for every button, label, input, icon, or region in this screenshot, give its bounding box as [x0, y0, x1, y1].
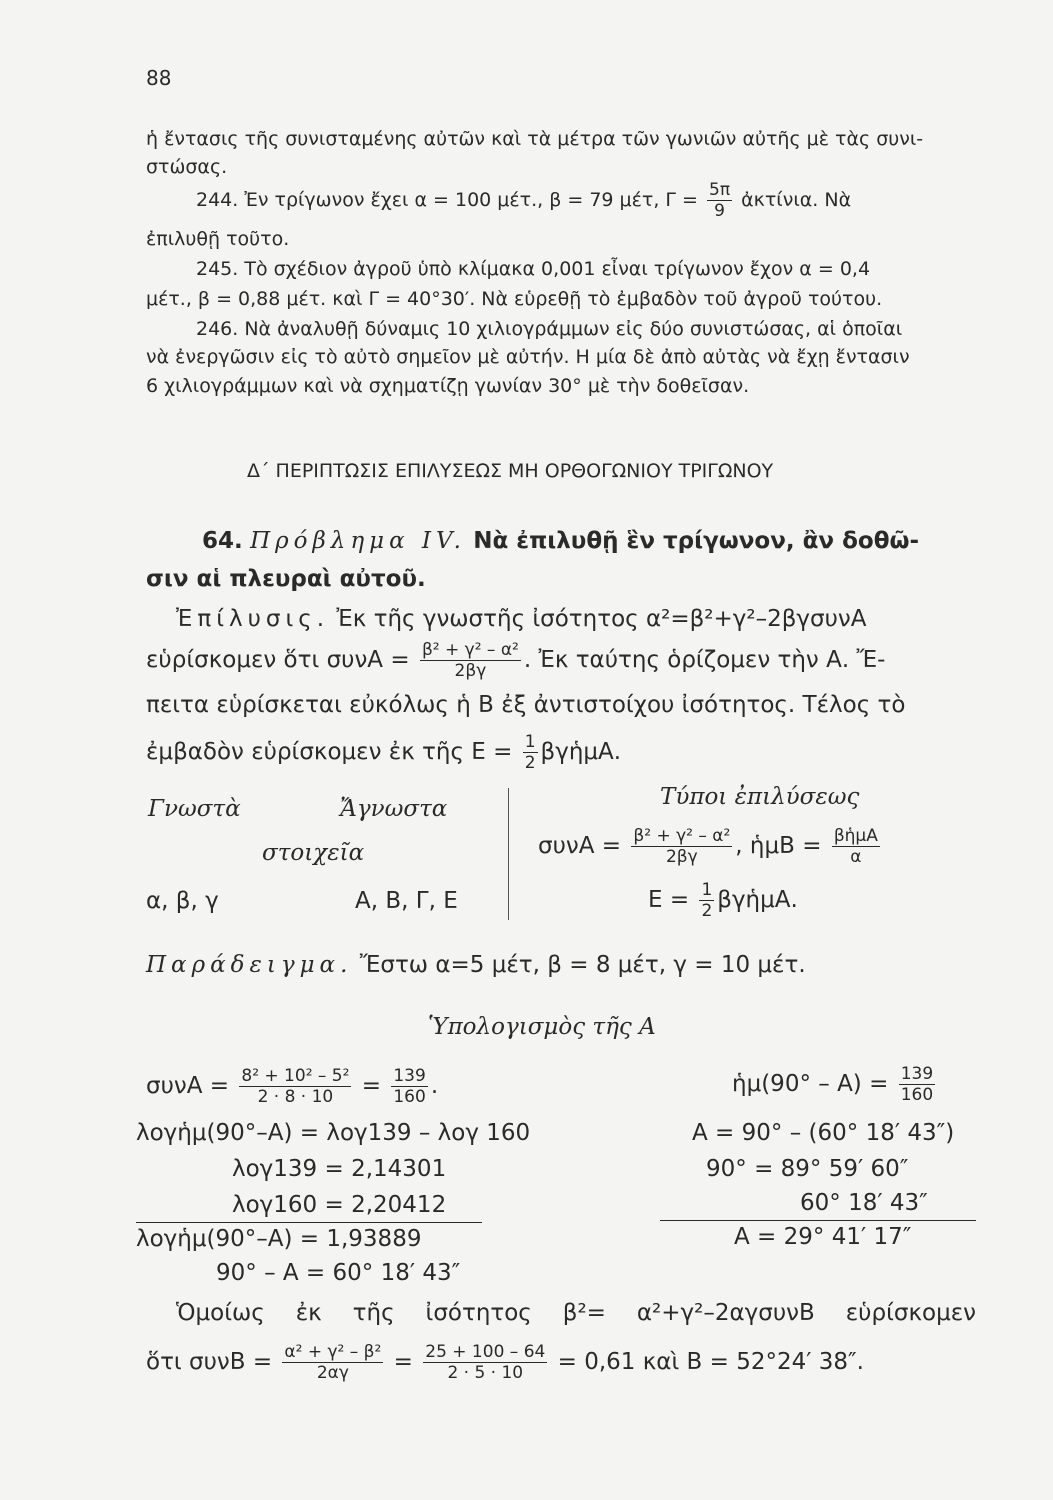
fraction-numerator: 8² + 10² – 5²: [241, 1066, 350, 1086]
solution-line-2-post: . Ἐκ ταύτης ὁρίζομεν τὴν Α. Ἔ-: [523, 647, 886, 673]
sin-calculation: [732, 1064, 938, 1105]
formulas-header: Τύποι ἐπιλύσεως: [660, 784, 860, 810]
exercise-244-line-2: ἐπιλυθῇ τοῦτο.: [146, 228, 290, 250]
final-fraction-2: [423, 1342, 547, 1383]
fraction-numerator: β² + γ² – α²: [421, 640, 519, 660]
formula-2-pre: , ἡμΒ =: [735, 833, 822, 859]
log-row-3: λογ160 = 2,20412: [232, 1192, 447, 1218]
formula-3: [648, 880, 798, 921]
problem-title-line-1: [202, 528, 919, 554]
solution-line-4: [146, 732, 621, 773]
fraction-denominator: 2 · 5 · 10: [447, 1363, 524, 1383]
fraction-numerator: 139: [900, 1064, 934, 1084]
formula-3-pre: Ε =: [648, 887, 690, 913]
formula-2-fraction: [832, 826, 880, 867]
known-header: Γνωστὰ: [148, 796, 241, 822]
formula-3-post: βγἡμΑ.: [717, 887, 798, 913]
solution-line-3: πειτα εὑρίσκεται εὐκόλως ἡ Β ἐξ ἀντιστοίχου ἰσότητος. Τέλος τὸ: [146, 692, 906, 718]
cos-a-fraction: [420, 640, 521, 681]
exercise-244-fraction: [707, 180, 732, 221]
example-text: Ἔστω α=5 μέτ, β = 8 μέτ, γ = 10 μέτ.: [359, 952, 806, 978]
exercise-246-line-1: 246. Νὰ ἀναλυθῇ δύναμις 10 χιλιογράμμων εἰς δύο συνιστώσας, αἱ ὁποῖαι: [196, 318, 903, 340]
log-sum-rule: [136, 1222, 482, 1223]
unknown-header: Ἄγνωστα: [340, 796, 448, 822]
fraction-denominator: 2βγ: [454, 661, 487, 681]
fraction-numerator: 1: [524, 732, 536, 752]
fraction-numerator: βἡμΑ: [833, 826, 878, 846]
fraction-numerator: 5π: [709, 180, 731, 200]
formula-1: [538, 826, 883, 867]
final-fraction-1: [282, 1342, 383, 1383]
angle-row-4: Α = 29° 41′ 17″: [734, 1224, 912, 1250]
exercise-244: [196, 180, 851, 221]
solution-line-4-post: βγἡμΑ.: [540, 739, 622, 765]
sin-pre: ἡμ(90° – Α) =: [732, 1071, 889, 1097]
final-calculation: [146, 1342, 864, 1383]
solution-label: Ἐπίλυσις.: [176, 606, 330, 632]
elements-label: στοιχεῖα: [262, 840, 365, 866]
half-fraction: [523, 732, 538, 773]
fraction-denominator: 2βγ: [665, 847, 698, 867]
problem-title-1: Νὰ ἐπιλυθῇ ἓν τρίγωνον, ἂν δοθῶ-: [473, 528, 920, 554]
exercise-244-tail: ἀκτίνια. Νὰ: [741, 189, 852, 211]
fraction-denominator: 160: [900, 1085, 934, 1105]
calc-heading: Ὑπολογισμὸς τῆς Α: [428, 1014, 656, 1040]
exercise-244-text: 244. Ἐν τρίγωνον ἔχει α = 100 μέτ., β = 79 μέτ, Γ =: [196, 189, 698, 211]
fraction-denominator: 160: [393, 1087, 426, 1107]
exercise-246-line-2: νὰ ἐνεργῶσιν εἰς τὸ αὐτὸ σημεῖον μὲ αὐτήν. Η μία δὲ ἀπὸ αὐτὰς νὰ ἔχῃ ἔντασιν: [146, 346, 910, 368]
unknown-values: Α, Β, Γ, Ε: [355, 888, 458, 914]
log-row-4: λογἡμ(90°–Α) = 1,93889: [136, 1226, 422, 1252]
solution-line-1: [176, 606, 867, 632]
solution-line-2: [146, 640, 885, 681]
example-label: Παράδειγμα.: [146, 952, 353, 978]
solution-line-4-pre: ἐμβαδὸν εὑρίσκομεν ἐκ τῆς Ε =: [146, 739, 513, 765]
fraction-denominator: 2 · 8 · 10: [257, 1087, 334, 1107]
formula-1-fraction: [631, 826, 732, 867]
angle-sum-rule: [660, 1220, 976, 1221]
final-post: = 0,61 καὶ Β = 52°24′ 38″.: [557, 1349, 864, 1375]
log-row-2: λογ139 = 2,14301: [232, 1156, 447, 1182]
cos-a-result-fraction: [391, 1066, 427, 1107]
solution-text-1: Ἐκ τῆς γνωστῆς ἰσότητος α²=β²+γ²–2βγσυνΑ: [336, 606, 867, 632]
angle-row-2: 90° = 89° 59′ 60″: [706, 1156, 909, 1182]
fraction-denominator: 9: [714, 201, 725, 221]
formula-3-fraction: [699, 880, 714, 921]
example-line: [146, 952, 806, 978]
final-pre: ὅτι συνΒ =: [146, 1349, 273, 1375]
period: .: [430, 1073, 439, 1099]
cos-a-calc-fraction: [239, 1066, 351, 1107]
fraction-denominator: 2: [524, 753, 536, 773]
page-number: 88: [146, 66, 172, 90]
fraction-numerator: α² + γ² – β²: [284, 1342, 382, 1362]
log-row-5: 90° – Α = 60° 18′ 43″: [216, 1260, 461, 1286]
problem-number: 64.: [202, 528, 243, 554]
formula-1-pre: συνΑ =: [538, 833, 622, 859]
exercise-245-line-1: 245. Τὸ σχέδιον ἀγροῦ ὑπὸ κλίμακα 0,001 εἶναι τρίγωνον ἔχον α = 0,4: [196, 258, 871, 280]
similarly-line: Ὁμοίως ἐκ τῆς ἰσότητος β²= α²+γ²–2αγσυνΒ εὑρίσκομεν: [176, 1300, 976, 1326]
fraction-numerator: β² + γ² – α²: [633, 826, 731, 846]
solution-line-2-pre: εὑρίσκομεν ὅτι συνΑ =: [146, 647, 410, 673]
angle-row-1: Α = 90° – (60° 18′ 43″): [692, 1120, 955, 1146]
cos-a-calculation: [146, 1066, 438, 1107]
problem-title-2: σιν αἱ πλευραὶ αὐτοῦ.: [146, 566, 426, 592]
problem-label: Πρόβλημα IV.: [250, 528, 466, 554]
fraction-denominator: 2: [701, 901, 713, 921]
fraction-numerator: 25 + 100 – 64: [425, 1342, 546, 1362]
cos-a-pre: συνΑ =: [146, 1073, 230, 1099]
known-values: α, β, γ: [146, 888, 219, 914]
fraction-denominator: α: [850, 847, 862, 867]
exercise-245-line-2: μέτ., β = 0,88 μέτ. καὶ Γ = 40°30′. Νὰ εὑρεθῇ τὸ ἐμβαδὸν τοῦ ἀγροῦ τούτου.: [146, 288, 883, 310]
angle-row-3: 60° 18′ 43″: [800, 1190, 928, 1216]
equals-sign: =: [361, 1073, 382, 1099]
fraction-numerator: 139: [393, 1066, 426, 1086]
equals-sign: =: [393, 1349, 413, 1375]
table-divider: [508, 788, 509, 920]
sin-fraction: [899, 1064, 935, 1105]
intro-line-2: στώσας.: [146, 156, 228, 178]
fraction-denominator: 2αγ: [316, 1363, 349, 1383]
exercise-246-line-3: 6 χιλιογράμμων καὶ νὰ σχηματίζῃ γωνίαν 30° μὲ τὴν δοθεῖσαν.: [146, 375, 750, 397]
intro-line-1: ἡ ἔντασις τῆς συνισταμένης αὐτῶν καὶ τὰ μέτρα τῶν γωνιῶν αὐτῆς μὲ τὰς συνι-: [146, 128, 924, 150]
section-heading: Δ΄ ΠΕΡΙΠΤΩΣΙΣ ΕΠΙΛΥΣΕΩΣ ΜΗ ΟΡΘΟΓΩΝΙΟΥ ΤΡΙΓΩΝΟΥ: [247, 460, 774, 482]
log-row-1: λογἡμ(90°–Α) = λογ139 – λογ 160: [136, 1120, 531, 1146]
fraction-numerator: 1: [701, 880, 713, 900]
